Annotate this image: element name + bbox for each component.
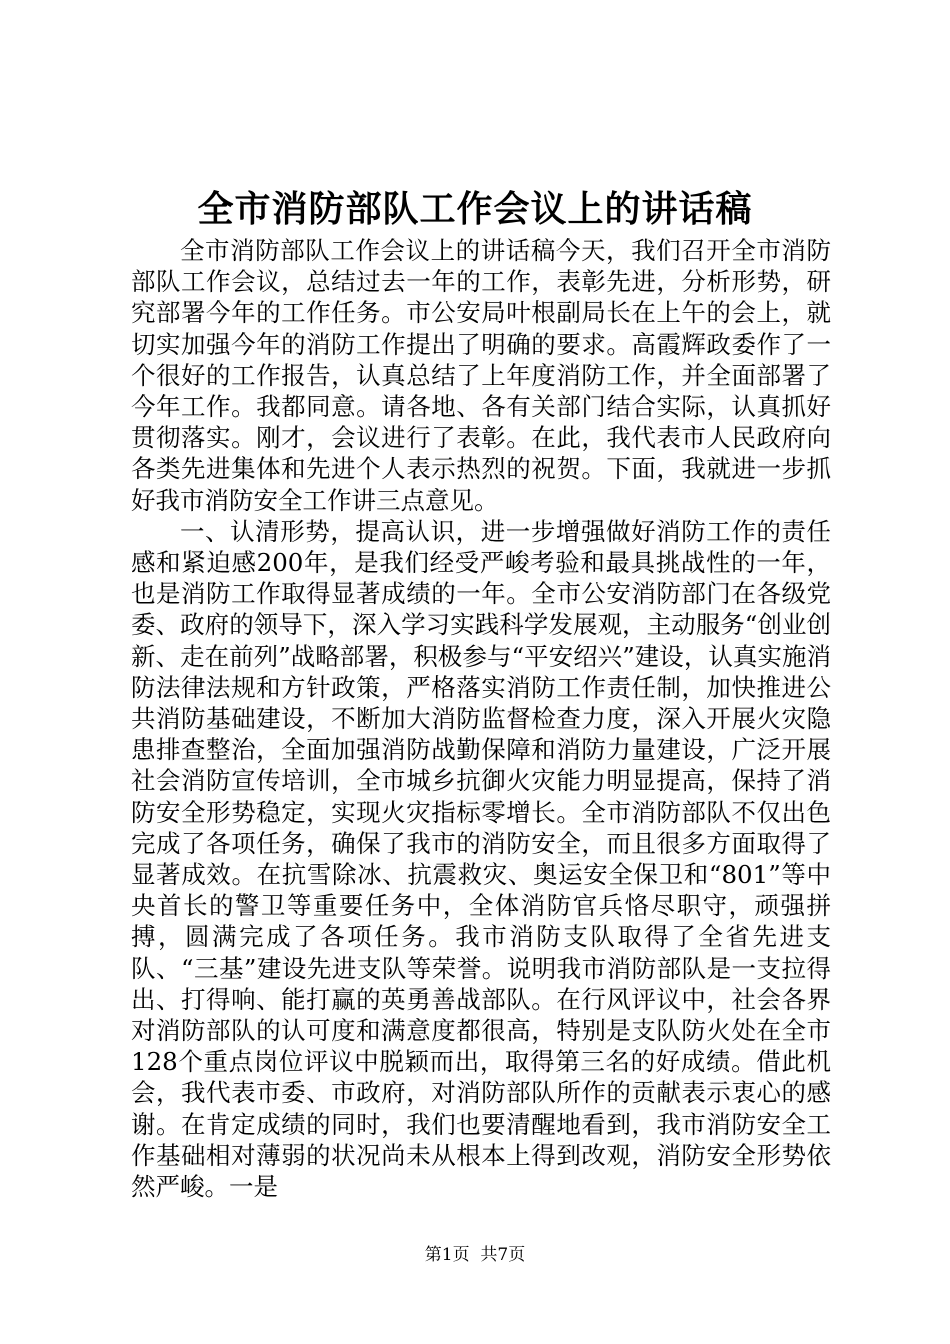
paragraph-intro: 全市消防部队工作会议上的讲话稿今天，我们召开全市消防部队工作会议，总结过去一年的工作，表彰先进，分析形势，研究部署今年的工作任务。市公安局叶根副局长在上午的会上，就切实加强今年的消防工作提出了明确的要求。高霞辉政委作了一个很好的工作报告，认真总结了上年度消防工作，并全面部署了今年工作。我都同意。请各地、各有关部门结合实际，认真抓好贯彻落实。刚才，会议进行了表彰。在此，我代表市人民政府向各类先进集体和先进个人表示热烈的祝贺。下面，我就进一步抓好我市消防安全工作讲三点意见。 — [131, 236, 831, 515]
paragraph-section-one: 一、认清形势，提高认识，进一步增强做好消防工作的责任感和紧迫感200年，是我们经受严峻考验和最具挑战性的一年，也是消防工作取得显著成绩的一年。全市公安消防部门在各级党委、政府的领导下，深入学习实践科学发展观，主动服务“创业创新、走在前列”战略部署，积极参与“平安绍兴”建设，认真实施消防法律法规和方针政策，严格落实消防工作责任制，加快推进公共消防基础建设，不断加大消防监督检查力度，深入开展火灾隐患排查整治，全面加强消防战勤保障和消防力量建设，广泛开展社会消防宣传培训，全市城乡抗御火灾能力明显提高，保持了消防安全形势稳定，实现火灾指标零增长。全市消防部队不仅出色完成了各项任务，确保了我市的消防安全，而且很多方面取得了显著成效。在抗雪除冰、抗震救灾、奥运安全保卫和“801”等中央首长的警卫等重要任务中，全体消防官兵恪尽职守，顽强拼搏，圆满完成了各项任务。我市消防支队取得了全省先进支队、“三基”建设先进支队等荣誉。说明我市消防部队是一支拉得出、打得响、能打赢的英勇善战部队。在行风评议中，社会各界对消防部队的认可度和满意度都很高，特别是支队防火处在全市128个重点岗位评议中脱颖而出，取得第三名的好成绩。借此机会，我代表市委、市政府，对消防部队所作的贡献表示衷心的感谢。在肯定成绩的同时，我们也要清醒地看到，我市消防安全工作基础相对薄弱的状况尚未从根本上得到改观，消防安全形势依然严峻。一是 — [131, 516, 831, 1202]
page-title: 全市消防部队工作会议上的讲话稿 — [197, 188, 753, 230]
page-number: 第1页 共7页 — [424, 1245, 526, 1265]
document-body — [131, 235, 831, 1202]
